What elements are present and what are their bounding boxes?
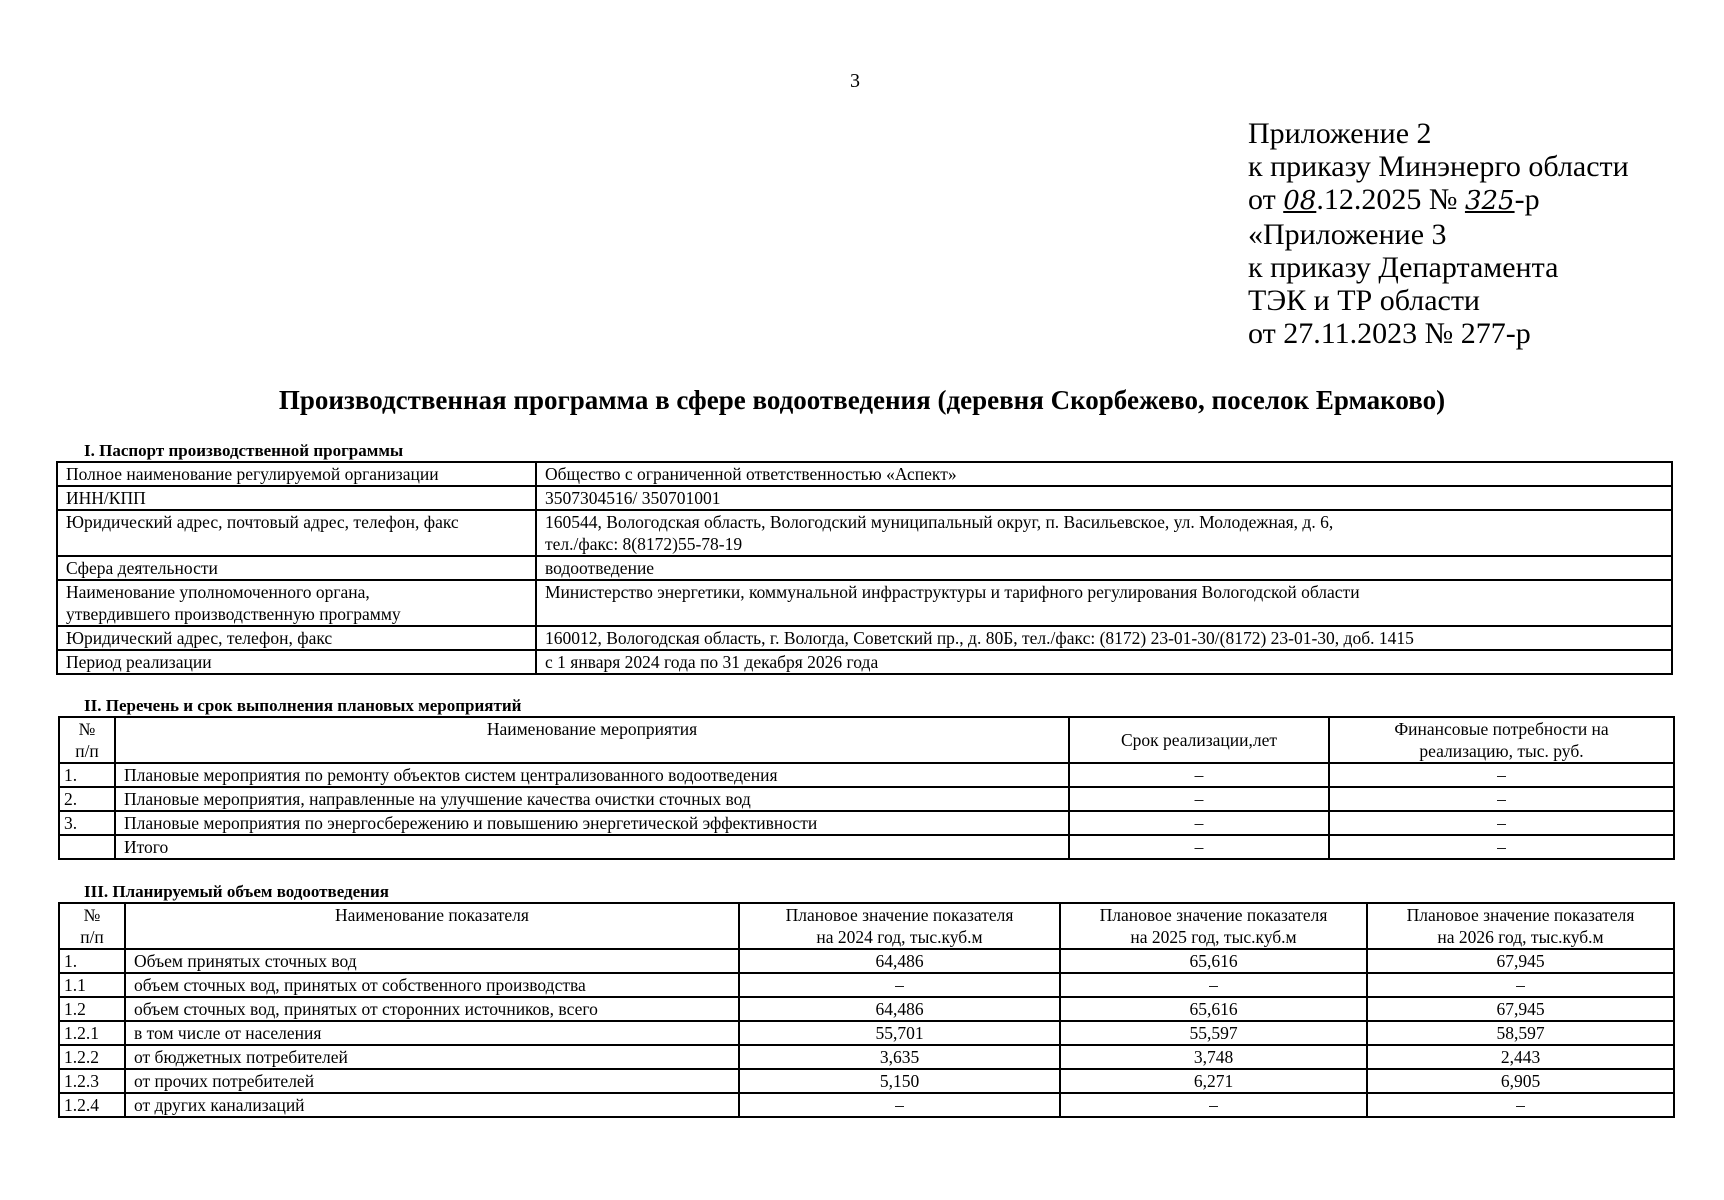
value-2024: – — [739, 1093, 1060, 1117]
value-2025: 55,597 — [1060, 1021, 1367, 1045]
passport-value: водоотведение — [536, 556, 1672, 580]
table-row — [59, 763, 1674, 787]
header-line: реализацию, тыс. руб. — [1419, 741, 1584, 761]
appendix-line: ТЭК и ТР области — [1248, 284, 1480, 317]
header-line: Плановое значение показателя — [1406, 905, 1635, 925]
passport-label-line: Наименование уполномоченного органа, — [66, 582, 370, 602]
table-row — [59, 1021, 1674, 1045]
measure-term: – — [1069, 763, 1329, 787]
indicator-name: от прочих потребителей — [125, 1069, 739, 1093]
indicator-name: от бюджетных потребителей — [125, 1045, 739, 1069]
appendix-line: «Приложение 3 — [1248, 218, 1447, 251]
value-2024: 55,701 — [739, 1021, 1060, 1045]
appendix-line: Приложение 2 — [1248, 117, 1432, 150]
measure-name: Итого — [115, 835, 1069, 859]
passport-value — [536, 510, 1672, 556]
value-2024: – — [739, 973, 1060, 997]
row-number: 1. — [59, 763, 115, 787]
appendix-date-line — [1248, 183, 1629, 218]
row-number: 2. — [59, 787, 115, 811]
page-number: 3 — [850, 70, 860, 92]
indicator-name: от других канализаций — [125, 1093, 739, 1117]
measure-financing: – — [1329, 763, 1674, 787]
passport-label: Полное наименование регулируемой организации — [57, 462, 536, 486]
value-2024: 64,486 — [739, 997, 1060, 1021]
table-row — [57, 650, 1672, 674]
measure-term: – — [1069, 787, 1329, 811]
table-row — [57, 510, 1672, 556]
measure-name: Плановые мероприятия по энергосбережению и повышению энергетической эффективности — [115, 811, 1069, 835]
passport-value: Министерство энергетики, коммунальной инфраструктуры и тарифного регулирования Вологодской области — [536, 580, 1672, 626]
table-row — [57, 486, 1672, 510]
header-line: на 2024 год, тыс.куб.м — [816, 927, 983, 947]
passport-label: ИНН/КПП — [57, 486, 536, 510]
section2-heading: II. Перечень и срок выполнения плановых мероприятий — [84, 696, 522, 715]
value-2025: 6,271 — [1060, 1069, 1367, 1093]
indicator-name: в том числе от населения — [125, 1021, 739, 1045]
passport-value: Общество с ограниченной ответственностью «Аспект» — [536, 462, 1672, 486]
measure-term: – — [1069, 811, 1329, 835]
appendix-date-suffix: -р — [1514, 183, 1540, 216]
header-number — [59, 903, 125, 949]
table-row — [59, 997, 1674, 1021]
header-2026 — [1367, 903, 1674, 949]
row-number: 1.1 — [59, 973, 125, 997]
row-number: 1. — [59, 949, 125, 973]
row-number: 1.2.1 — [59, 1021, 125, 1045]
header-line: п/п — [80, 927, 104, 947]
value-2025: – — [1060, 1093, 1367, 1117]
row-number: 1.2.2 — [59, 1045, 125, 1069]
value-2026: 6,905 — [1367, 1069, 1674, 1093]
value-2025: 65,616 — [1060, 949, 1367, 973]
indicator-name: Объем принятых сточных вод — [125, 949, 739, 973]
table-row — [59, 787, 1674, 811]
header-2025 — [1060, 903, 1367, 949]
row-number: 1.2.3 — [59, 1069, 125, 1093]
header-line: Плановое значение показателя — [785, 905, 1014, 925]
table-row-total — [59, 835, 1674, 859]
row-number — [59, 835, 115, 859]
table-row — [59, 1069, 1674, 1093]
value-2024: 5,150 — [739, 1069, 1060, 1093]
header-indicator-name: Наименование показателя — [125, 903, 739, 949]
row-number: 1.2.4 — [59, 1093, 125, 1117]
appendix-date-mid: .12.2025 № — [1316, 183, 1465, 216]
measure-term: – — [1069, 835, 1329, 859]
row-number: 1.2 — [59, 997, 125, 1021]
passport-label: Юридический адрес, телефон, факс — [57, 626, 536, 650]
header-line: на 2025 год, тыс.куб.м — [1130, 927, 1297, 947]
table-row — [59, 811, 1674, 835]
appendix-line: к приказу Департамента — [1248, 251, 1559, 284]
header-line: п/п — [75, 741, 99, 761]
value-2025: 65,616 — [1060, 997, 1367, 1021]
value-2026: 58,597 — [1367, 1021, 1674, 1045]
value-2026: – — [1367, 1093, 1674, 1117]
passport-value: 160012, Вологодская область, г. Вологда, Советский пр., д. 80Б, тел./факс: (8172) 23-01-30/(8172) 23-01-30, доб. 1415 — [536, 626, 1672, 650]
header-number — [59, 717, 115, 763]
value-2026: 67,945 — [1367, 949, 1674, 973]
passport-label: Сфера деятельности — [57, 556, 536, 580]
table-row — [57, 556, 1672, 580]
header-line: на 2026 год, тыс.куб.м — [1437, 927, 1604, 947]
value-2026: 2,443 — [1367, 1045, 1674, 1069]
table-row — [57, 626, 1672, 650]
passport-value-line: 160544, Вологодская область, Вологодский муниципальный округ, п. Васильевское, ул. Молодежная, д. 6, — [545, 512, 1334, 532]
row-number: 3. — [59, 811, 115, 835]
appendix-line: от 27.11.2023 № 277-р — [1248, 317, 1531, 350]
measure-financing: – — [1329, 835, 1674, 859]
passport-table — [56, 461, 1673, 675]
header-measure-name: Наименование мероприятия — [115, 717, 1069, 763]
appendix-line: к приказу Минэнерго области — [1248, 150, 1629, 183]
header-term: Срок реализации,лет — [1069, 717, 1329, 763]
measure-name: Плановые мероприятия по ремонту объектов систем централизованного водоотведения — [115, 763, 1069, 787]
table-row — [59, 1045, 1674, 1069]
table-row — [57, 580, 1672, 626]
measure-financing: – — [1329, 787, 1674, 811]
value-2025: 3,748 — [1060, 1045, 1367, 1069]
passport-label: Юридический адрес, почтовый адрес, телефон, факс — [57, 510, 536, 556]
header-line: Финансовые потребности на — [1394, 719, 1609, 739]
appendix-date-prefix: от — [1248, 183, 1284, 216]
measure-name: Плановые мероприятия, направленные на улучшение качества очистки сточных вод — [115, 787, 1069, 811]
header-financing — [1329, 717, 1674, 763]
indicator-name: объем сточных вод, принятых от сторонних источников, всего — [125, 997, 739, 1021]
passport-value-line: тел./факс: 8(8172)55-78-19 — [545, 534, 743, 554]
value-2025: – — [1060, 973, 1367, 997]
value-2026: 67,945 — [1367, 997, 1674, 1021]
appendix-block — [1248, 117, 1629, 350]
volume-table — [58, 902, 1675, 1118]
section1-heading: I. Паспорт производственной программы — [84, 441, 404, 460]
header-line: № — [83, 905, 101, 925]
header-line: Плановое значение показателя — [1099, 905, 1328, 925]
table-row — [59, 949, 1674, 973]
handwritten-order-number: 325 — [1464, 186, 1515, 216]
passport-label-line: утвердившего производственную программу — [66, 604, 401, 624]
value-2026: – — [1367, 973, 1674, 997]
passport-label: Период реализации — [57, 650, 536, 674]
value-2024: 64,486 — [739, 949, 1060, 973]
header-line: № — [78, 719, 96, 739]
measures-table — [58, 716, 1675, 860]
table-row — [57, 462, 1672, 486]
table-row — [59, 973, 1674, 997]
table-header-row — [59, 717, 1674, 763]
value-2024: 3,635 — [739, 1045, 1060, 1069]
passport-value: с 1 января 2024 года по 31 декабря 2026 года — [536, 650, 1672, 674]
measure-financing: – — [1329, 811, 1674, 835]
table-row — [59, 1093, 1674, 1117]
table-header-row — [59, 903, 1674, 949]
passport-label — [57, 580, 536, 626]
header-2024 — [739, 903, 1060, 949]
document-title: Производственная программа в сфере водоотведения (деревня Скорбежево, поселок Ермаково) — [278, 385, 1446, 415]
handwritten-day: 08 — [1283, 186, 1317, 216]
indicator-name: объем сточных вод, принятых от собственного производства — [125, 973, 739, 997]
passport-value: 3507304516/ 350701001 — [536, 486, 1672, 510]
section3-heading: III. Планируемый объем водоотведения — [84, 882, 389, 901]
